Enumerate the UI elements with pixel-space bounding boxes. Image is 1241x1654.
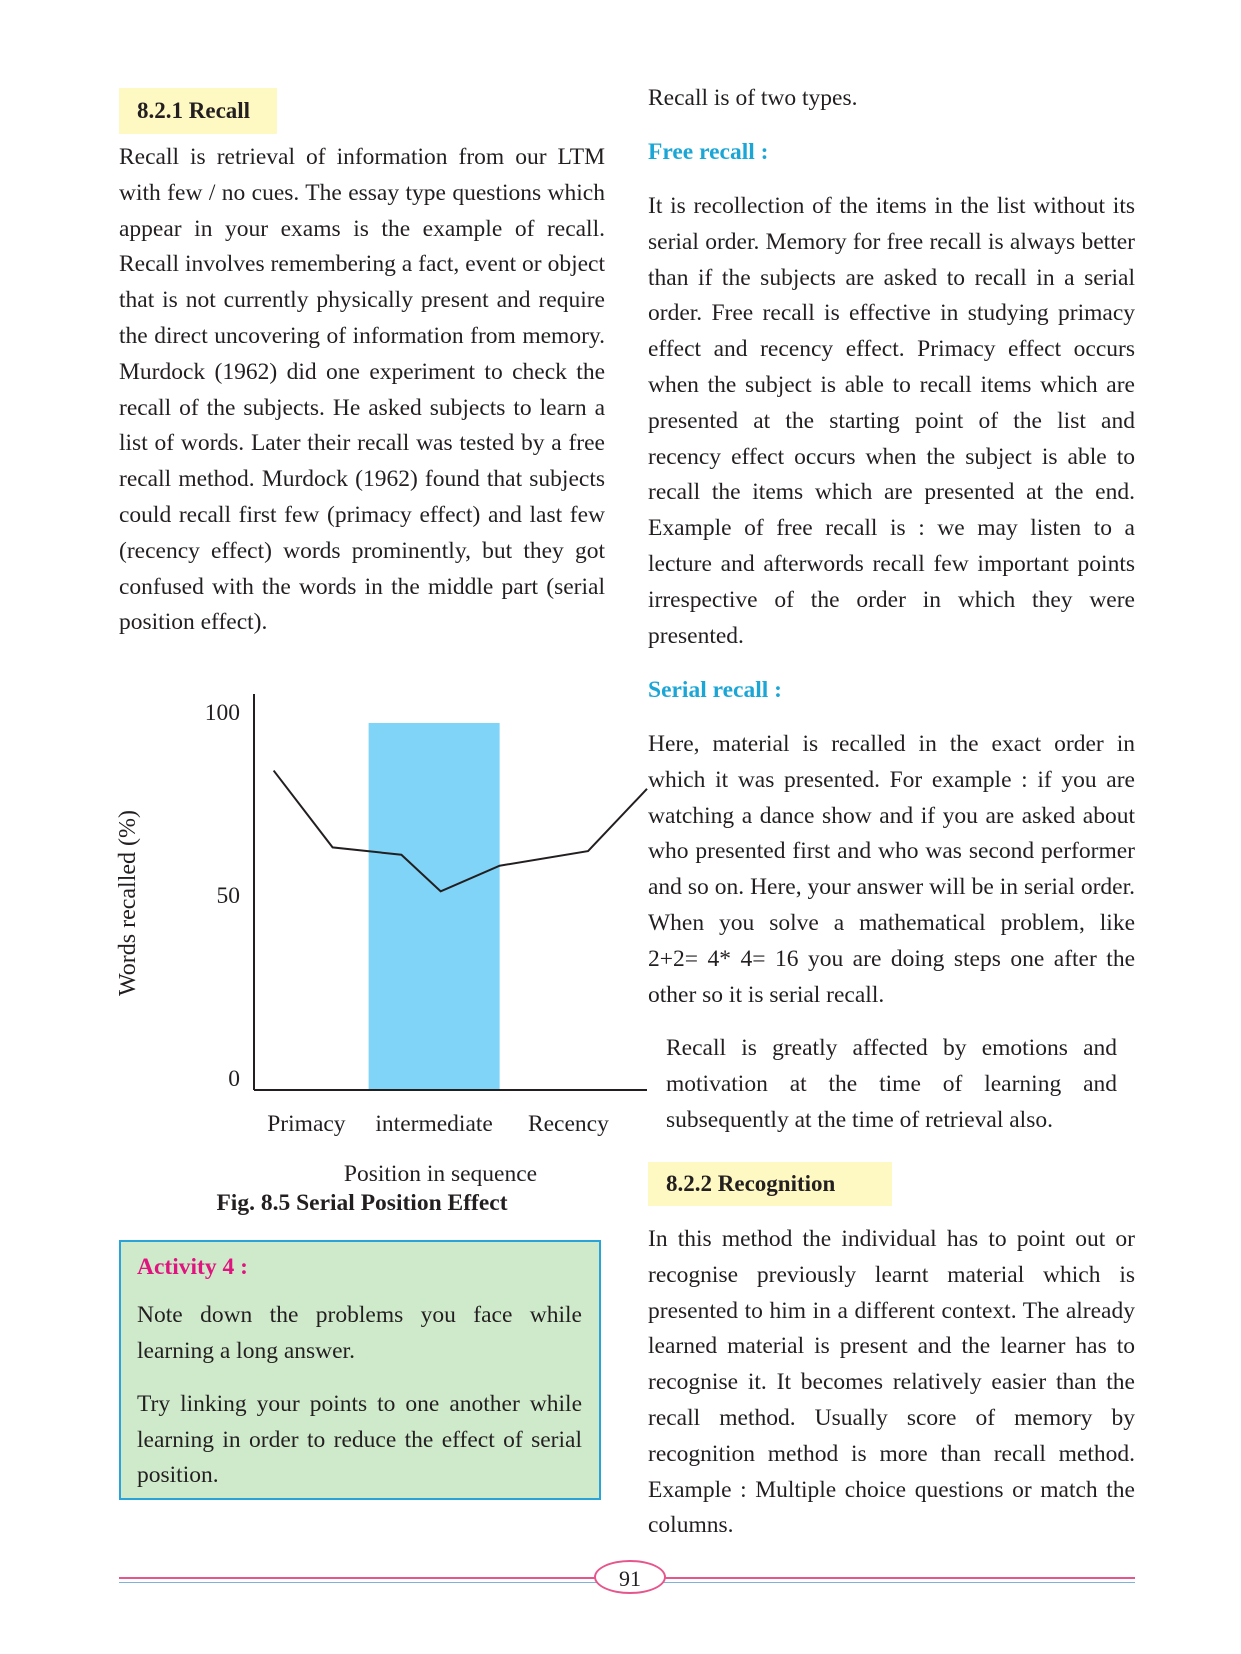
x-category-label: intermediate [375, 1111, 493, 1137]
activity-paragraph-2: Try linking your points to one another while learning in order to reduce the effect of serial position. [137, 1391, 582, 1488]
page-number: 91 [594, 1560, 666, 1594]
serial-recall-heading: Serial recall : [648, 677, 782, 703]
serial-recall-paragraph: Here, material is recalled in the exact order in which it was presented. For example : if you are watching a dance show and if you are asked about who presented first and who was second performer and so on. Here, your answer will be in serial order. When you solve a mathematical problem, like 2+2= 4* 4= 16 you are doing steps one after the other so it is serial recall. [648, 731, 1135, 1008]
x-category-labels [267, 1111, 609, 1137]
section-heading-recognition: 8.2.2 Recognition [648, 1162, 892, 1206]
free-recall-paragraph: It is recollection of the items in the list without its serial order. Memory for free recall is always better than if the subjects are asked to recall in a serial order. Free recall is effective in studying primacy effect and recency effect. Primacy effect occurs when the subject is able to recall items which are presented at the starting point of the list and recency effect occurs when the subject is able to recall the items which are presented at the end. Example of free recall is : we may listen to a lecture and afterwords recall few important points irrespective of the order in which they were presented. [648, 193, 1135, 649]
y-axis-label: Words recalled (%) [115, 810, 141, 996]
recall-paragraph: Recall is retrieval of information from our LTM with few / no cues. The essay type questions which appear in your exams is the example of recall. Recall involves remembering a fact, event or object that is not currently physically present and require the direct uncovering of information from memory. Murdock (1962) did one experiment to check the recall of the subjects. He asked subjects to learn a list of words. Later their recall was tested by a free recall method. Murdock (1962) found that subjects could recall first few (primacy effect) and last few (recency effect) words prominently, but they got confused with the words in the middle part (serial position effect). [119, 144, 605, 636]
section-heading-recall: 8.2.1 Recall [119, 88, 277, 134]
intermediate-band [369, 723, 500, 1090]
figure-caption: Fig. 8.5 Serial Position Effect [216, 1190, 508, 1216]
activity-paragraph-1: Note down the problems you face while learning a long answer. [137, 1302, 582, 1364]
emotions-note-paragraph: Recall is greatly affected by emotions and motivation at the time of learning and subsequently at the time of retrieval also. [666, 1035, 1117, 1133]
y-tick-labels [205, 700, 240, 1092]
y-tick-label: 50 [216, 883, 240, 909]
recall-types-intro: Recall is of two types. [648, 85, 858, 111]
recognition-paragraph: In this method the individual has to point out or recognise previously learnt material which is presented to him in a different context. The already learned material is present and the learner has to recognise it. It becomes relatively easier than the recall method. Usually score of memory by recognition method is more than recall method. Example : Multiple choice questions or match the columns. [648, 1226, 1135, 1539]
free-recall-heading: Free recall : [648, 139, 769, 165]
activity-box [119, 1240, 601, 1500]
y-tick-label: 0 [228, 1066, 240, 1092]
activity-title: Activity 4 : [137, 1254, 248, 1280]
x-category-label: Recency [527, 1111, 609, 1137]
y-tick-label: 100 [204, 700, 240, 726]
x-category-label: Primacy [267, 1111, 346, 1137]
x-axis-label: Position in sequence [343, 1161, 538, 1187]
serial-position-chart [107, 686, 609, 1187]
